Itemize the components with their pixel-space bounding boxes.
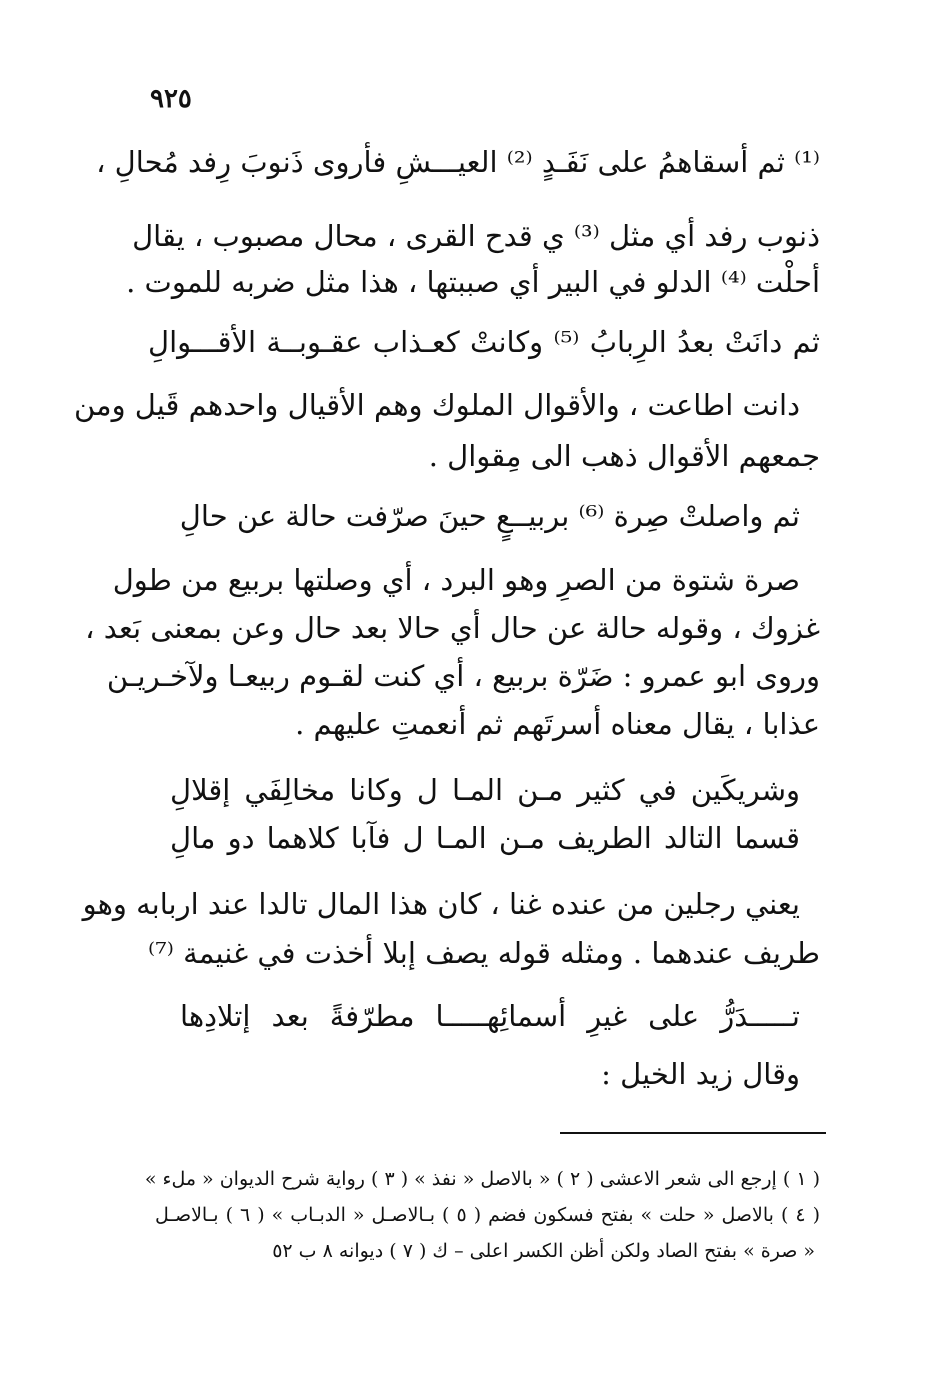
footnote-separator (560, 1132, 826, 1134)
verse-line (170, 770, 800, 810)
verse-line (170, 818, 800, 858)
commentary-line: وقال زيد الخيل : (601, 1057, 800, 1091)
commentary-line: جمعهم الأقوال ذهب الى مِقوال . (428, 439, 820, 473)
footnote-line: « صرة » بفتح الصاد ولكن أظن الكسر اعلى – ك ( ٧ ) ديوانه ٨ ب ٥٢ (272, 1240, 815, 1262)
verse-line: ⁽¹⁾ ثم أسقاهمُ على نَفَـدٍ ⁽²⁾ العيـــشِ فأروى ذَنوبَ رِفد مُحالِ ، (96, 145, 820, 179)
commentary-line: طريف عندهما . ومثله قوله يصف إبلا أخذت في غنيمة ⁽⁷⁾ (148, 936, 820, 970)
verse-line: ثم دانَتْ بعدُ الرِبابُ ⁽⁵⁾ وكانتْ كعـذاب عقـوبــة الأقـــوالِ (148, 325, 820, 359)
commentary-line: أحلْت ⁽⁴⁾ الدلو في البير أي صببتها ، هذا مثل ضربه للموت . (126, 265, 820, 299)
footnote-line: ( ١ ) إرجع الى شعر الاعشى ( ٢ ) « بالاصل « نفذ » ( ٣ ) رواية شرح الديوان « ملء » (144, 1168, 820, 1190)
verse-line: ثم واصلتْ صِرة ⁽⁶⁾ بربيــعٍ حينَ صرّفت حالة عن حالِ (179, 499, 800, 533)
verse-hemistich: قسما التالد الطريف مـن المـا (435, 821, 800, 855)
verse-hemistich: ل وكانا مخالِفَي إقلالِ (170, 773, 438, 807)
commentary-line: وروى ابو عمرو : ضَرّة بربيع ، أي كنت لقـوم ربيعـا ولآخـريـن (106, 659, 820, 693)
commentary-line: صرة شتوة من الصرِ وهو البرد ، أي وصلتها بربيع من طول (112, 563, 800, 597)
commentary-line: يعني رجلين من عنده غنا ، كان هذا المال تالدا عند اربابه وهو (82, 887, 800, 921)
verse-hemistich: ل فآبا كلاهما دو مالِ (170, 821, 424, 855)
commentary-line: عذابا ، يقال معناه أسرتَهم ثم أنعمتِ عليهم . (295, 707, 820, 741)
page-number: ٩٢٥ (150, 84, 192, 114)
commentary-line: غزوك ، وقوله حالة عن حال أي حالا بعد حال وعن بمعنى بَعد ، (85, 611, 820, 645)
footnote-line: ( ٤ ) بالاصل « حلت » بفتح فسكون فضم ( ٥ ) بـالاصـل « الدبـاب » ( ٦ ) بـالاصـل (155, 1204, 820, 1226)
commentary-line: دانت اطاعت ، والأقوال الملوك وهم الأقيال واحدهم قَيل ومن (73, 388, 800, 422)
commentary-line: ذنوب رفد أي مثل ⁽³⁾ ي قدح القرى ، محال مصبوب ، يقال (132, 219, 820, 253)
verse-line: تـــــدَرُّ على غيرِ أسمائِهـــــا مطرّفةً بعد إتلادِها (180, 999, 800, 1033)
verse-hemistich: وشريكَين في كثير مـن المـا (452, 773, 801, 807)
